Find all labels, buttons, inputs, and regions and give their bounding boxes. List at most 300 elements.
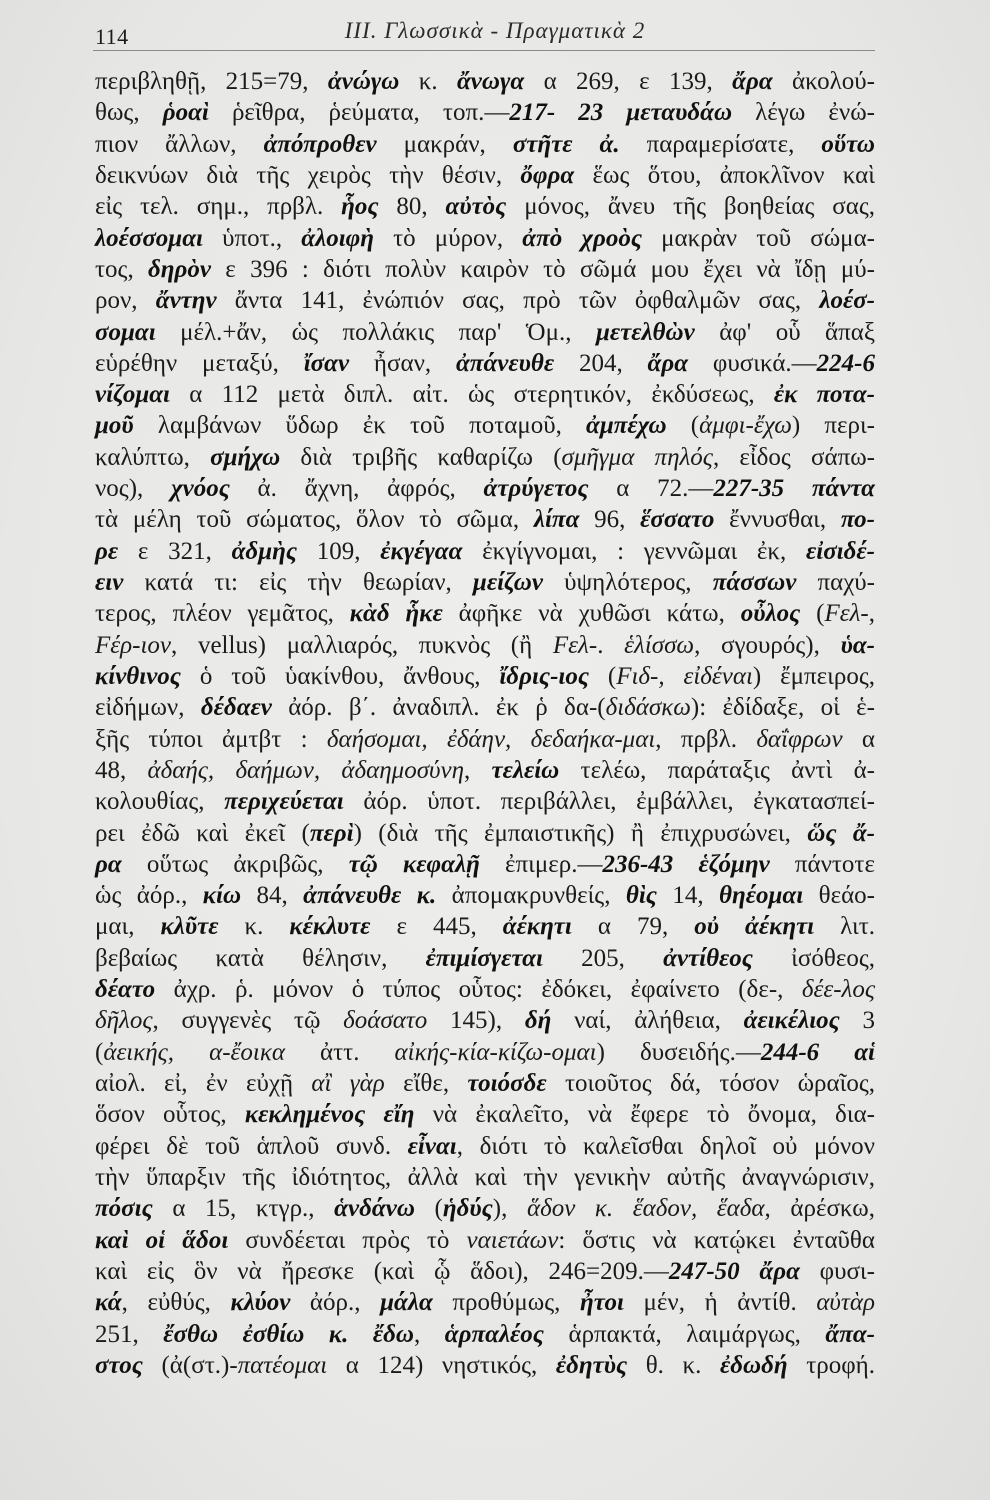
text-run: κατά τι: εἰς τὴν θεωρίαν, (123, 569, 473, 596)
text-run: νὰ ἐκαλεῖτο, νὰ ἔφερε τὸ ὄνομα, δια- (414, 1101, 875, 1129)
bold-lemma: λοέσσομαι (95, 224, 203, 252)
text-line (95, 630, 875, 661)
text-line (95, 191, 875, 222)
text-line (95, 911, 875, 942)
line-content (95, 1037, 875, 1068)
text-run: , (868, 600, 875, 628)
text-line (95, 1287, 875, 1318)
line-content (95, 661, 875, 692)
text-run: κ. (218, 913, 290, 941)
text-run: ἐπιμερ.— (479, 850, 603, 878)
text-run: φυσι- (799, 1257, 875, 1285)
text-line (95, 818, 875, 849)
text-run: ἀόρ. β΄. ἀναδιπλ. ἐκ ῥ δα-( (271, 694, 606, 722)
bold-lemma: 247-50 ἄρα (668, 1257, 800, 1285)
text-run: ) (διὰ τῆς ἐμπαιστικῆς) ἢ ἐπιχρυσώνει, (353, 819, 808, 847)
line-content (95, 911, 875, 942)
text-run: αἰολ. εἰ, ἐν εὐχῇ (95, 1070, 312, 1097)
text-line (95, 724, 875, 755)
text-line (95, 97, 875, 128)
text-run: εἰς τελ. σημ., πρβλ. (95, 193, 342, 221)
text-run: διὰ τριβῆς καθαρίζω ( (280, 443, 562, 471)
text-run: ρον, (95, 287, 156, 315)
text-run: μακράν, (376, 130, 513, 158)
bold-lemma: ἀπάνευθε κ. (303, 882, 437, 910)
bold-lemma: ἀμπέχω (586, 412, 667, 440)
bold-lemma: ἄπα- (825, 1320, 876, 1348)
bold-lemma: κλύον (230, 1289, 291, 1317)
text-run: , (464, 756, 492, 784)
text-line (95, 1225, 875, 1256)
line-content (95, 1162, 875, 1193)
text-run: καλύπτω, (95, 443, 211, 471)
bold-lemma: ὄφρα (520, 161, 575, 189)
text-line (95, 1131, 875, 1162)
bold-lemma: ἴσαν (303, 349, 350, 377)
header-rule (93, 50, 875, 51)
text-line (95, 692, 875, 723)
text-run: ἀόρ., (290, 1289, 381, 1317)
text-run: ὅσον οὗτος, (95, 1101, 245, 1129)
bold-lemma: κὰδ ἧκε (349, 600, 443, 628)
bold-lemma: μετελθὼν (595, 318, 695, 346)
bold-lemma: ρα (95, 850, 122, 878)
bold-lemma: ἀεικέλιος (743, 1007, 840, 1035)
bold-lemma: πο- (840, 506, 876, 534)
text-run: εἴθε, (384, 1070, 468, 1097)
bold-lemma: θὶς (625, 882, 657, 910)
bold-lemma: ἀδμὴς (231, 537, 297, 565)
line-content (95, 1005, 875, 1036)
text-run: ὡς ἀόρ., (95, 882, 203, 910)
bold-lemma: ἐκ ποτα- (773, 381, 875, 409)
text-run: . (597, 631, 625, 659)
bold-lemma: ἀλοιφὴ (301, 224, 374, 252)
text-line (95, 160, 875, 191)
italic-term: Fιδ-, εἰδέναι (616, 662, 753, 690)
text-run: α 269, ε 139, (524, 68, 733, 95)
text-run: ε 445, (370, 913, 503, 941)
italic-term: ἀμφι-ἔχω (699, 412, 792, 440)
italic-term: ἑλίσσω (624, 631, 695, 659)
text-line (95, 442, 875, 473)
bold-lemma: 236-43 ἑζόμην (602, 850, 770, 878)
italic-term: αὐτὰρ (816, 1289, 875, 1317)
text-line (95, 598, 875, 629)
text-line (95, 974, 875, 1005)
text-line (95, 254, 875, 285)
bold-lemma: μάλα (380, 1289, 433, 1317)
bold-lemma: ἐδητὺς (555, 1351, 628, 1379)
text-run: ἀόρ. ὑποτ. περιβάλλει, ἐμβάλλει, ἐγκατασπεί- (343, 788, 875, 816)
line-content (95, 129, 875, 160)
text-run: ῥεῖθρα, ῥεύματα, τοπ.— (208, 99, 510, 127)
bold-lemma: ἀπόπροθεν (263, 130, 377, 158)
text-run: ἐκγίγνομαι, : γεννῶμαι ἐκ, (462, 537, 806, 565)
italic-term: Fελ- (552, 631, 598, 659)
bold-lemma: τελείω (491, 756, 560, 784)
text-run: φυσικά.— (688, 349, 817, 377)
bold-lemma: περὶ (309, 819, 354, 847)
bold-lemma: ἀνώγω (327, 68, 400, 95)
line-content (95, 254, 875, 285)
bold-lemma: ειν (95, 569, 124, 596)
italic-term: ναιετάων (466, 1226, 559, 1254)
bold-lemma: μείζων (472, 569, 543, 596)
text-run: 109, (297, 537, 381, 565)
line-content (95, 692, 875, 723)
text-run: ἕως ὅτου, ἀποκλῖνον καὶ (574, 161, 875, 189)
text-run: τροφή. (787, 1351, 876, 1379)
text-run: δεικνύων διὰ τῆς χειρὸς τὴν θέσιν, (95, 161, 521, 189)
text-run: τὴν ὕπαρξιν τῆς ἰδιότητος, ἀλλὰ καὶ τὴν γενικὴν αὐτῆς ἀναγνώρισιν, (95, 1163, 875, 1191)
text-run: ἀπομακρυνθείς, (436, 882, 626, 910)
text-line (95, 1350, 875, 1381)
text-run: ναί, ἀλήθεια, (551, 1007, 744, 1035)
italic-term: Fελ- (824, 600, 869, 628)
text-run: ἀχρ. ῥ. μόνον ὁ τύπος οὗτος: ἐδόκει, ἐφαίνετο (δε-, (155, 976, 802, 1004)
text-run: ἀ. ἄχνη, ἀφρός, (229, 475, 484, 503)
line-content (95, 97, 875, 128)
text-run: ( (414, 1195, 443, 1223)
bold-lemma: κλῦτε (160, 913, 219, 941)
line-content (95, 1256, 875, 1287)
bold-lemma: ἄρα (732, 68, 773, 95)
bold-lemma: ἀπάνευθε (455, 349, 555, 377)
text-run: , πρβλ. (655, 725, 757, 753)
text-run: 80, (378, 193, 446, 221)
text-run: α 112 μετὰ διπλ. αἰτ. ὡς στερητικόν, ἐκδύσεως, (170, 381, 774, 409)
line-content (95, 223, 875, 254)
text-run: μέλ.+ἄν, ὡς πολλάκις παρ' Ὁμ., (155, 318, 596, 346)
text-run: : ὅστις νὰ κατῴκει ἐνταῦθα (558, 1226, 875, 1254)
text-run: ὑψηλότερος, (542, 569, 713, 596)
text-run: , σγουρός), (694, 631, 841, 659)
bold-lemma: εἰσιδέ- (806, 537, 876, 565)
line-content (95, 160, 875, 191)
text-line (95, 223, 875, 254)
italic-term: ἀεικής, α-ἔοικα (103, 1038, 285, 1066)
bold-lemma: ἔσθω ἐσθίω κ. ἔδω (163, 1320, 414, 1348)
text-line (95, 1099, 875, 1130)
text-run: , (413, 1320, 445, 1348)
text-run: τερος, πλέον γεμᾶτος, (95, 600, 350, 628)
italic-term: ἀδαής, δαήμων, ἀδαημοσύνη (147, 756, 465, 784)
bold-lemma: ἁνδάνω (334, 1195, 415, 1223)
italic-term: αἰκής-κία-κίζω-ομαι (394, 1038, 597, 1066)
text-run: , εἶδος σάπω- (712, 443, 876, 471)
bold-lemma: αὐτὸς (445, 193, 507, 221)
text-run: ) περι- (791, 412, 875, 440)
text-run: μέν, ἡ ἀντίθ. (623, 1289, 817, 1317)
text-line (95, 943, 875, 974)
bold-lemma: ἧος (341, 193, 379, 221)
text-run: ἀττ. (284, 1038, 395, 1066)
bold-lemma: ἄρα (647, 349, 689, 377)
text-run: παραμερίσατε, (619, 130, 822, 158)
text-line (95, 285, 875, 316)
text-run: 84, (241, 882, 304, 910)
text-run: , vellus) μαλλιαρός, πυκνὸς (ἢ (171, 631, 553, 659)
text-run: παχύ- (796, 569, 875, 596)
text-run: τος, (95, 255, 148, 283)
text-run: ξῆς τύποι ἀμτβτ : (95, 725, 327, 753)
text-run: , εὐθύς, (121, 1289, 231, 1317)
text-line (95, 1068, 875, 1099)
text-run: ἰσόθεος, (752, 944, 875, 972)
italic-term: Fέρ-ιον (95, 631, 171, 659)
line-content (95, 285, 875, 316)
text-run: ἦσαν, (349, 349, 456, 377)
page-number: 114 (95, 24, 129, 49)
line-content (95, 442, 875, 473)
bold-lemma: ἴδρις-ιος (499, 662, 589, 690)
line-content (95, 1225, 875, 1256)
running-head-title: III. Γλωσσικὰ - Πραγματικὰ 2 (344, 18, 646, 43)
bold-lemma: 217- 23 μεταυδάω (509, 99, 733, 127)
text-run: ἀκολού- (772, 68, 875, 95)
bold-lemma: κέκλυτε (289, 913, 371, 941)
text-run: λαμβάνων ὕδωρ ἐκ τοῦ ποταμοῦ, (133, 412, 587, 440)
line-content (95, 504, 875, 535)
bold-lemma: ἀέκητι (502, 913, 572, 941)
line-content (95, 630, 875, 661)
bold-lemma: λοέσ- (819, 287, 876, 315)
text-line (95, 1256, 875, 1287)
bold-lemma: κίω (202, 882, 242, 910)
bold-lemma: θηέομαι (719, 882, 804, 910)
bold-lemma: ὥς ἄ- (807, 819, 875, 847)
bold-lemma: κίνθινος (95, 662, 181, 690)
line-content (95, 1193, 875, 1224)
text-run: α 72.— (588, 475, 714, 503)
bold-lemma: 244-6 αἱ (760, 1038, 875, 1066)
bold-lemma: εἶναι (407, 1132, 457, 1160)
line-content (95, 943, 875, 974)
bold-lemma: τοιόσδε (467, 1070, 547, 1097)
text-run: α 79, (571, 913, 695, 941)
bold-lemma: καὶ οἱ ἅδοι (95, 1226, 229, 1254)
line-content (95, 598, 875, 629)
text-run: ἄντα 141, ἐνώπιόν σας, πρὸ τῶν ὀφθαλμῶν σας, (216, 287, 820, 315)
text-run: μαι, (95, 913, 161, 941)
text-run: 145), (427, 1007, 525, 1035)
text-run: α 124) νηστικός, (327, 1351, 556, 1379)
text-run: μόνος, ἄνευ τῆς βοηθείας σας, (506, 193, 876, 221)
bold-lemma: ἡδύς (442, 1195, 493, 1223)
text-line (95, 880, 875, 911)
text-run: βεβαίως κατὰ θέλησιν, (95, 944, 426, 972)
bold-lemma: ἀπὸ χροὸς (522, 224, 642, 252)
bold-lemma: 224-6 (816, 349, 875, 377)
line-content (95, 755, 875, 786)
line-content (95, 724, 875, 755)
italic-term: δέε-λος (801, 976, 875, 1004)
text-line (95, 661, 875, 692)
bold-lemma: ἕσσατο (640, 506, 715, 534)
bold-lemma: ἐκγέγαα (380, 537, 463, 565)
bold-lemma: χνόος (170, 475, 230, 503)
text-run: ( (95, 1038, 104, 1066)
bold-lemma: λίπα (533, 506, 580, 534)
text-run: α (842, 725, 875, 753)
text-run: θεάο- (803, 882, 876, 910)
text-run: ὁ τοῦ ὑακίνθου, ἄνθους, (180, 662, 500, 690)
text-run: πάντοτε (769, 850, 875, 878)
text-run: ( (800, 600, 825, 628)
text-line (95, 504, 875, 535)
text-run: ἁρπακτά, λαιμάργως, (543, 1320, 826, 1348)
text-run: οὕτως ἀκριβῶς, (121, 850, 349, 878)
text-run: εὑρέθην μεταξύ, (95, 349, 304, 377)
text-run: α 15, κτγρ., (152, 1195, 335, 1223)
line-content (95, 536, 875, 567)
bold-lemma: ἀντίθεος (663, 944, 753, 972)
text-run: ) δυσειδής.— (596, 1038, 761, 1066)
text-run: ἀφ' οὗ ἅπαξ (694, 318, 876, 346)
line-content (95, 1350, 875, 1381)
bold-lemma: τῷ κεφαλῇ (348, 850, 480, 878)
line-content (95, 974, 875, 1005)
line-content (95, 849, 875, 880)
bold-lemma: σμήχω (210, 443, 281, 471)
line-content (95, 567, 875, 598)
text-run: 48, (95, 756, 148, 784)
text-run: θ. κ. (627, 1351, 720, 1379)
bold-lemma: πόσις (95, 1195, 153, 1223)
line-content (95, 818, 875, 849)
text-run: λιτ. (814, 913, 876, 941)
bold-lemma: στος (95, 1351, 143, 1379)
line-content (95, 786, 875, 817)
bold-lemma: σομαι (95, 318, 156, 346)
text-line (95, 379, 875, 410)
bold-lemma: ἐδωδή (719, 1351, 788, 1379)
text-run: 96, (579, 506, 641, 534)
text-run: , συγγενὲς τῷ (152, 1007, 344, 1035)
text-line (95, 348, 875, 379)
bold-lemma: οὐ ἀέκητι (694, 913, 815, 941)
text-run: (ἀ(στ.)- (142, 1351, 238, 1379)
text-line (95, 317, 875, 348)
text-line (95, 1162, 875, 1193)
bold-lemma: δηρὸν (147, 255, 211, 283)
text-run: κολουθίας, (95, 788, 225, 816)
text-line (95, 129, 875, 160)
text-line (95, 567, 875, 598)
line-content (95, 379, 875, 410)
text-run: τελέω, παράταξις ἀντὶ ἀ- (559, 756, 875, 784)
bold-lemma: νίζομαι (95, 381, 170, 409)
text-run: ( (589, 662, 617, 690)
text-run: ε 321, (118, 537, 232, 565)
text-block (95, 66, 875, 1381)
text-run: μακρὰν τοῦ σώμα- (641, 224, 876, 252)
text-line (95, 66, 875, 97)
italic-term: πατέομαι (237, 1351, 328, 1379)
italic-term: ἅδον κ. ἕαδον, ἕαδα (526, 1195, 765, 1223)
text-run: φέρει δὲ τοῦ ἁπλοῦ συνδ. (95, 1132, 408, 1160)
text-run: κ. (399, 68, 457, 95)
text-line (95, 1005, 875, 1036)
line-content (95, 410, 875, 441)
text-run: περιβληθῇ, 215=79, (95, 68, 328, 95)
text-run: 205, (542, 944, 664, 972)
italic-term: αἲ γὰρ (311, 1070, 385, 1097)
bold-lemma: στῆτε ἀ. (512, 130, 620, 158)
bold-lemma: κά (95, 1289, 122, 1317)
text-run: ρει ἐδῶ καὶ ἐκεῖ ( (95, 819, 310, 847)
bold-lemma: ὑα- (840, 631, 875, 659)
line-content (95, 191, 875, 222)
italic-term: δοάσατο (343, 1007, 428, 1035)
bold-lemma: δέδαεν (200, 694, 272, 722)
line-content (95, 66, 875, 97)
text-run: ), (492, 1195, 527, 1223)
bold-lemma: πάσσων (712, 569, 797, 596)
text-run: προθύμως, (432, 1289, 580, 1317)
bold-lemma: οὕτω (821, 130, 875, 158)
text-line (95, 1319, 875, 1350)
text-line (95, 1193, 875, 1224)
text-run: πιον ἄλλων, (95, 130, 264, 158)
text-line (95, 473, 875, 504)
bold-lemma: κεκλημένος εἴη (244, 1101, 415, 1129)
bold-lemma: ἐπιμίσγεται (425, 944, 543, 972)
text-run: 204, (554, 349, 648, 377)
text-run: 14, (656, 882, 720, 910)
text-run: λέγω ἐνώ- (732, 99, 875, 127)
text-run: εἰδήμων, (95, 694, 201, 722)
bold-lemma: ἄνωγα (456, 68, 525, 95)
italic-term: δαήσομαι, ἐδάην, δεδαήκα-μαι (326, 725, 656, 753)
italic-term: διδάσκω (605, 694, 691, 722)
text-line (95, 536, 875, 567)
line-content (95, 1068, 875, 1099)
bold-lemma: ἦτοι (579, 1289, 624, 1317)
line-content (95, 1131, 875, 1162)
text-run: 251, (95, 1320, 164, 1348)
text-line (95, 410, 875, 441)
text-run: ἀφῆκε νὰ χυθῶσι κάτω, (442, 600, 741, 628)
bold-lemma: ρε (95, 537, 119, 565)
line-content (95, 1319, 875, 1350)
bold-lemma: δή (524, 1007, 552, 1035)
bold-lemma: 227-35 πάντα (713, 475, 875, 503)
line-content (95, 317, 875, 348)
text-run: θως, (95, 99, 163, 127)
text-run: καὶ εἰς ὃν νὰ ἤρεσκε (καὶ ᾧ ἅδοι), 246=209.— (95, 1257, 669, 1285)
text-run: , διότι τὸ καλεῖσθαι δηλοῖ οὐ μόνον (456, 1132, 875, 1160)
text-run: νος), (95, 475, 171, 503)
bold-lemma: μοῦ (95, 412, 134, 440)
line-content (95, 1099, 875, 1130)
text-run: τὰ μέλη τοῦ σώματος, ὅλον τὸ σῶμα, (95, 506, 534, 534)
bold-lemma: περιχεύεται (224, 788, 344, 816)
bold-lemma: οὖλος (740, 600, 801, 628)
text-run: ὑποτ., (202, 224, 302, 252)
bold-lemma: ῥοαὶ (162, 99, 209, 127)
text-run: τὸ μύρον, (374, 224, 523, 252)
text-run: 3 (839, 1007, 876, 1035)
text-line (95, 1037, 875, 1068)
bold-lemma: ἁρπαλέος (444, 1320, 544, 1348)
text-run: ἔννυσθαι, (714, 506, 841, 534)
line-content (95, 473, 875, 504)
text-run: ε 396 : διότι πολὺν καιρὸν τὸ σῶμά μου ἔχει νὰ ἴδῃ μύ- (211, 255, 875, 283)
italic-term: δαΐφρων (756, 725, 843, 753)
line-content (95, 880, 875, 911)
